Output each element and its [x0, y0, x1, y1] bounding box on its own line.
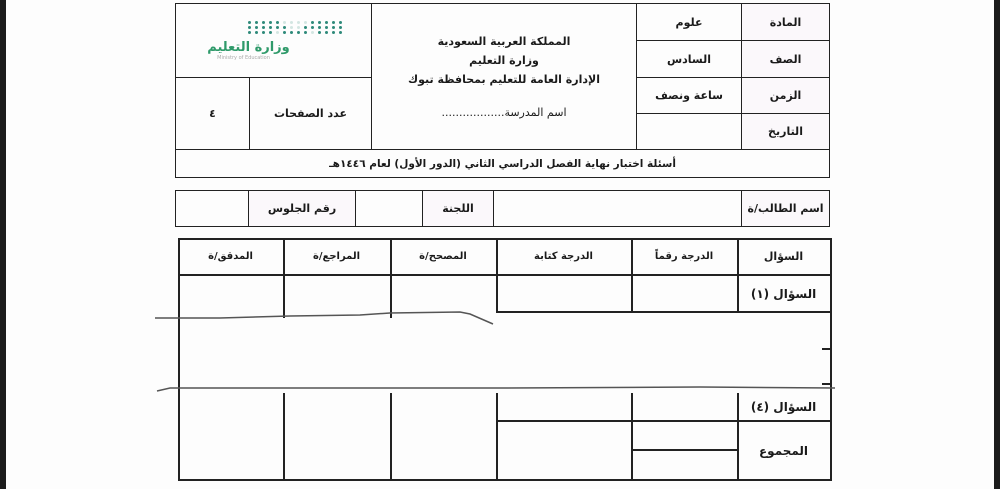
exam-title: أسئلة اختبار نهاية الفصل الدراسي الثاني (الدور الأول) لعام ١٤٤٦هـ — [175, 149, 830, 178]
committee-label: اللجنة — [422, 190, 494, 227]
date-label: التاريخ — [741, 113, 830, 150]
header-auditor: المدقق/ة — [208, 251, 253, 262]
pages-label: عدد الصفحات — [249, 77, 372, 150]
time-value: ساعة ونصف — [636, 77, 742, 114]
seat-number-label: رقم الجلوس — [248, 190, 356, 227]
header-grade-number: الدرجة رقماً — [654, 251, 714, 262]
school-name-field: اسم المدرسة.................. — [441, 105, 567, 119]
grade-value: السادس — [636, 40, 742, 78]
header-reviewer: المراجع/ة — [312, 251, 361, 262]
subject-label: المادة — [741, 3, 830, 41]
row-total: المجموع — [758, 443, 809, 458]
ministry-name: وزارة التعليم — [469, 53, 539, 67]
logo-english-text: Ministry of Education — [217, 54, 270, 61]
row-question-1: السؤال (١) — [750, 286, 817, 301]
country-name: المملكة العربية السعودية — [437, 34, 571, 48]
header-grade-words: الدرجة كتابة — [534, 251, 593, 262]
header-corrector: المصحح/ة — [419, 251, 467, 262]
torn-edge-bottom — [157, 387, 835, 391]
directorate-name: الإدارة العامة للتعليم بمحافظة تبوك — [408, 72, 600, 86]
pages-value: ٤ — [175, 77, 250, 150]
grade-label: الصف — [741, 40, 830, 78]
torn-edge-top — [155, 312, 493, 324]
student-name-label: اسم الطالب/ة — [741, 190, 830, 227]
time-label: الزمن — [741, 77, 830, 114]
subject-value: علوم — [636, 3, 742, 41]
row-question-4: السؤال (٤) — [750, 399, 817, 414]
logo-arabic-text: وزارة التعليم — [207, 39, 290, 55]
header-question: السؤال — [763, 250, 804, 263]
